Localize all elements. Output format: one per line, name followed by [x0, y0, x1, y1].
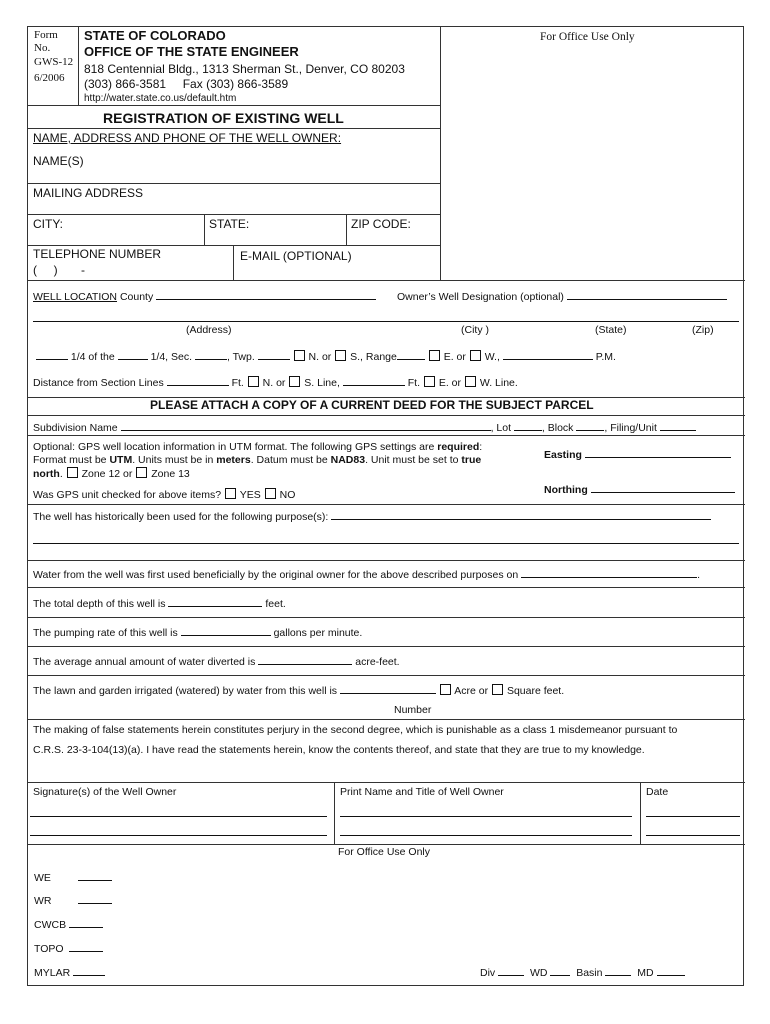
east-checkbox[interactable]	[429, 350, 440, 361]
zip-caption: (Zip)	[692, 324, 714, 336]
divider	[28, 587, 745, 588]
form-date: 6/2006	[34, 72, 65, 84]
south-line-checkbox[interactable]	[289, 376, 300, 387]
divider	[28, 719, 745, 720]
divider	[28, 646, 745, 647]
divider	[28, 128, 440, 129]
north-line-checkbox[interactable]	[248, 376, 259, 387]
legal-description-line: 1/4 of the 1/4, Sec. , Twp. N. or S., Range E. or W., P.M.	[36, 349, 616, 363]
divider	[28, 617, 745, 618]
historic-use-line: The well has historically been used for the following purpose(s):	[33, 509, 711, 523]
divider	[78, 27, 79, 105]
city-label: CITY:	[33, 217, 64, 231]
divider	[204, 214, 205, 245]
gps-yes-checkbox[interactable]	[225, 488, 236, 499]
div-wd-basin-md-line: Div WD Basin MD	[480, 965, 685, 979]
state-caption: (State)	[595, 324, 627, 336]
historic-use-line-2[interactable]	[33, 543, 739, 544]
divider	[28, 183, 440, 184]
east-line-checkbox[interactable]	[424, 376, 435, 387]
mylar-field: MYLAR	[34, 965, 105, 979]
number-caption: Number	[394, 704, 432, 716]
easting-field: Easting	[544, 447, 731, 461]
divider	[334, 782, 335, 844]
office-use-label: For Office Use Only	[540, 31, 635, 43]
well-location-line: WELL LOCATION County	[33, 289, 376, 303]
form-title: REGISTRATION OF EXISTING WELL	[103, 110, 344, 126]
zone-13-checkbox[interactable]	[136, 467, 147, 478]
divider	[346, 214, 347, 245]
print-name-line-1[interactable]	[340, 816, 632, 817]
first-use-line: Water from the well was first used beneficially by the original owner for the above described purposes on .	[33, 569, 701, 581]
section-distance-line: Distance from Section Lines Ft. N. or S. Line, Ft. E. or W. Line.	[33, 377, 518, 389]
annual-diversion-line: The average annual amount of water diverted is acre-feet.	[33, 656, 400, 668]
divider	[28, 415, 745, 416]
form-number: GWS-12	[34, 56, 74, 68]
lawn-irrigated-line: The lawn and garden irrigated (watered) by water from this well is Acre or Square feet.	[33, 685, 565, 697]
state-label: STATE:	[209, 217, 250, 231]
email-label: E-MAIL (OPTIONAL)	[240, 249, 352, 263]
form-frame	[27, 26, 744, 986]
signature-label: Signature(s) of the Well Owner	[33, 786, 177, 798]
names-label: NAME(S)	[33, 154, 84, 168]
address-caption: (Address)	[186, 324, 232, 336]
divider	[28, 560, 745, 561]
total-depth-line: The total depth of this well is feet.	[33, 598, 286, 610]
divider	[28, 245, 440, 246]
print-name-line-2[interactable]	[340, 835, 632, 836]
zip-label: ZIP CODE:	[351, 217, 411, 231]
gps-intro: Optional: GPS well location information in UTM format. The following GPS settings are required:	[33, 441, 483, 453]
office-phone: (303) 866-3581 Fax (303) 866-3589	[84, 77, 289, 91]
form-no-label: No.	[34, 42, 51, 54]
pumping-rate-line: The pumping rate of this well is gallons per minute.	[33, 627, 363, 639]
gps-no-checkbox[interactable]	[265, 488, 276, 499]
telephone-label: TELEPHONE NUMBER	[33, 247, 162, 261]
south-checkbox[interactable]	[335, 350, 346, 361]
divider	[28, 504, 745, 505]
office-use-title: For Office Use Only	[338, 846, 430, 858]
mailing-address-label: MAILING ADDRESS	[33, 186, 144, 200]
gps-checked-line: Was GPS unit checked for above items? YES NO	[33, 489, 296, 501]
gps-zone: north. Zone 12 or Zone 13	[33, 468, 190, 480]
knowledge-statement: C.R.S. 23-3-104(13)(a). I have read the statements herein, know the contents thereof, and state that they are true to my knowledge.	[33, 744, 645, 756]
city-caption: (City )	[461, 324, 489, 336]
divider	[28, 435, 745, 436]
west-checkbox[interactable]	[470, 350, 481, 361]
divider	[28, 675, 745, 676]
subdivision-line: Subdivision Name , Lot , Block , Filing/Unit	[33, 420, 696, 434]
gps-format: Format must be UTM. Units must be in meters. Datum must be NAD83. Unit must be set to true	[33, 454, 482, 466]
topo-field: TOPO	[34, 941, 103, 955]
form-label: Form	[34, 29, 58, 41]
phone-format: ( ) -	[33, 263, 85, 277]
cwcb-field: CWCB	[34, 917, 103, 931]
date-line-2[interactable]	[646, 835, 740, 836]
print-name-label: Print Name and Title of Well Owner	[340, 786, 504, 798]
acre-checkbox[interactable]	[440, 684, 451, 695]
deed-notice: PLEASE ATTACH A COPY OF A CURRENT DEED FOR THE SUBJECT PARCEL	[150, 398, 594, 412]
north-checkbox[interactable]	[294, 350, 305, 361]
divider	[28, 280, 745, 281]
address-line[interactable]	[33, 321, 739, 322]
divider	[640, 782, 641, 844]
northing-field: Northing	[544, 482, 735, 496]
well-designation-line: Owner’s Well Designation (optional)	[397, 289, 727, 303]
zone-12-checkbox[interactable]	[67, 467, 78, 478]
square-feet-checkbox[interactable]	[492, 684, 503, 695]
signature-line-1[interactable]	[30, 816, 327, 817]
divider	[28, 844, 745, 845]
date-line-1[interactable]	[646, 816, 740, 817]
divider	[233, 245, 234, 280]
divider	[28, 782, 745, 783]
date-label: Date	[646, 786, 669, 798]
divider	[440, 27, 441, 280]
office-address: 818 Centennial Bldg., 1313 Sherman St., Denver, CO 80203	[84, 62, 405, 76]
west-line-checkbox[interactable]	[465, 376, 476, 387]
we-field: WE	[34, 870, 112, 884]
signature-line-2[interactable]	[30, 835, 327, 836]
divider	[28, 214, 440, 215]
perjury-statement: The making of false statements herein constitutes perjury in the second degree, which is punishable as a class 1 misdemeanor pursuant to	[33, 724, 678, 736]
divider	[28, 105, 440, 106]
office-name: OFFICE OF THE STATE ENGINEER	[84, 44, 299, 59]
office-url: http://water.state.co.us/default.htm	[84, 93, 237, 104]
state-name: STATE OF COLORADO	[84, 28, 226, 43]
wr-field: WR	[34, 893, 112, 907]
owner-heading: NAME, ADDRESS AND PHONE OF THE WELL OWNER:	[33, 131, 342, 145]
